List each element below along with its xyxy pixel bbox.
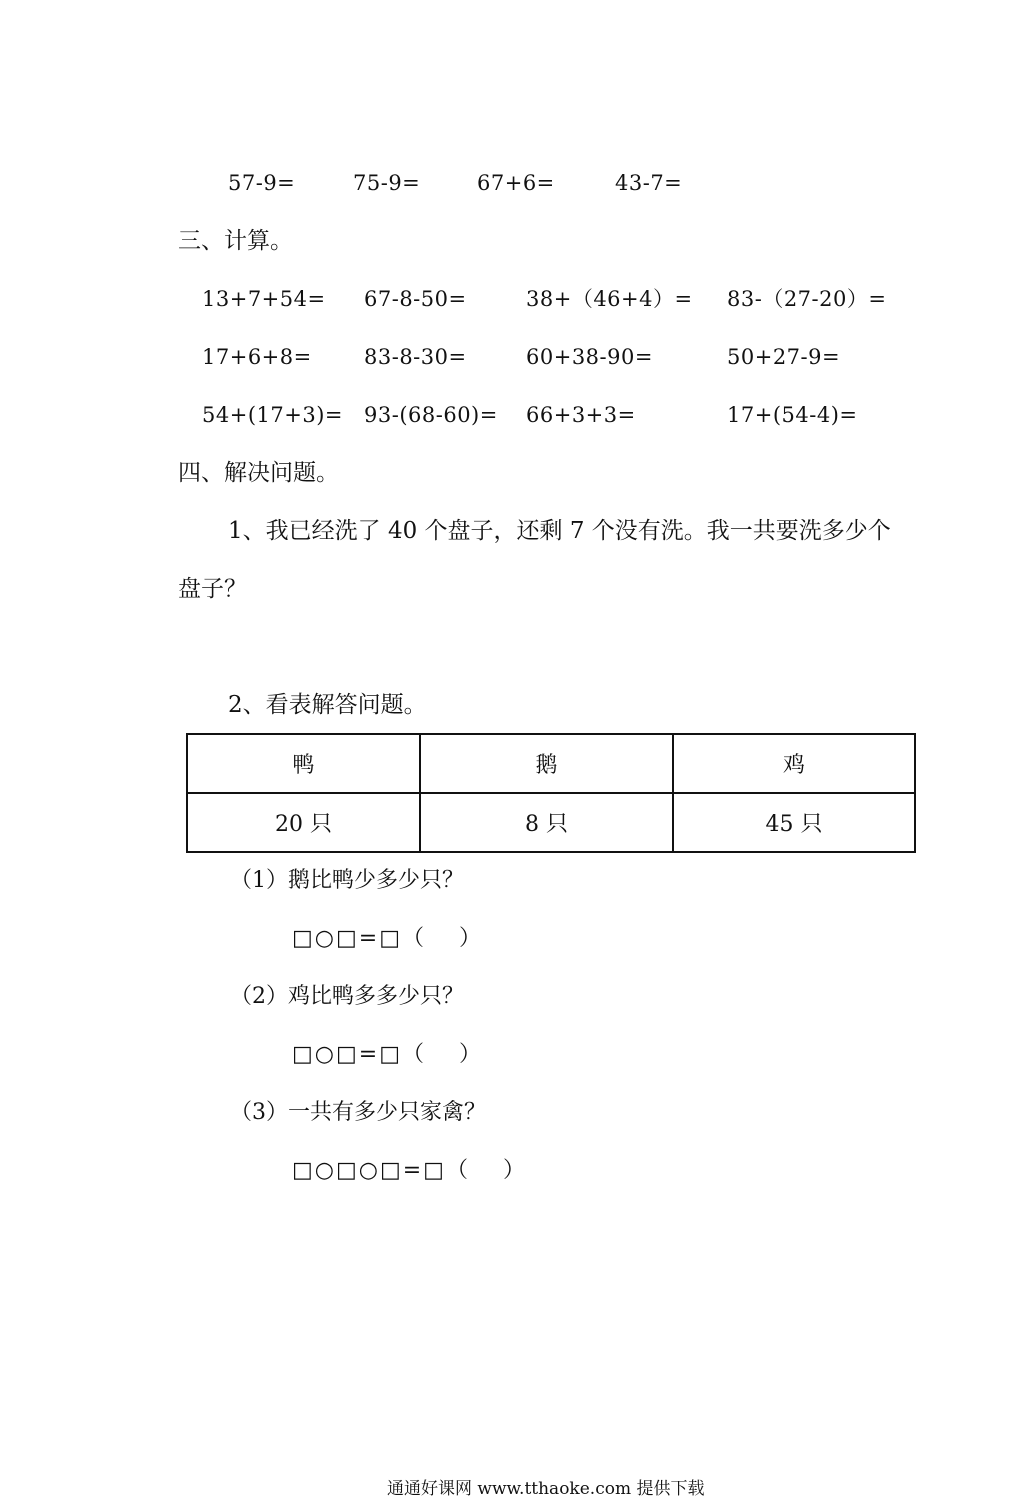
answer-template-2: □○□=□（ ） [292, 1042, 483, 1067]
table-cell: 20 只 [187, 793, 420, 852]
table-cell: 45 只 [673, 793, 915, 852]
calc-item: 66+3+3= [526, 403, 636, 427]
question-1-line1: 1、我已经洗了 40 个盘子，还剩 7 个没有洗。我一共要洗多少个 [228, 518, 891, 544]
table-header-cell: 鸡 [673, 734, 915, 793]
calc-item: 38+（46+4）= [526, 287, 693, 311]
calc-row [0, 395, 1034, 435]
oral-calc-item: 75-9= [353, 171, 421, 195]
table-header-row [187, 734, 915, 793]
poultry-table [186, 733, 916, 853]
calc-item: 13+7+54= [202, 287, 326, 311]
calc-row [0, 337, 1034, 377]
sub-question-2: （2）鸡比鸭多多少只？ [230, 984, 464, 1009]
footer-source: 通通好课网 www.tthaoke.com 提供下载 [387, 1479, 705, 1499]
oral-calc-item: 67+6= [477, 171, 555, 195]
table-header-cell: 鹅 [420, 734, 673, 793]
calc-item: 50+27-9= [727, 345, 841, 369]
calc-item: 93-(68-60)= [364, 403, 498, 427]
calc-item: 60+38-90= [526, 345, 653, 369]
answer-template-1: □○□=□（ ） [292, 926, 483, 951]
section4-title: 四、解决问题。 [178, 460, 339, 486]
calc-item: 17+(54-4)= [727, 403, 858, 427]
question-2-title: 2、看表解答问题。 [228, 692, 427, 718]
table-header-cell: 鸭 [187, 734, 420, 793]
oral-calc-item: 57-9= [228, 171, 296, 195]
table-row [187, 793, 915, 852]
sub-question-3: （3）一共有多少只家禽？ [230, 1100, 486, 1125]
oral-calc-item: 43-7= [615, 171, 683, 195]
section3-title: 三、计算。 [178, 228, 293, 254]
table-cell: 8 只 [420, 793, 673, 852]
question-1-line2: 盘子？ [178, 576, 247, 602]
sub-question-1: （1）鹅比鸭少多少只？ [230, 868, 464, 893]
oral-calc-row [0, 163, 1034, 203]
calc-row [0, 279, 1034, 319]
calc-item: 67-8-50= [364, 287, 467, 311]
calc-item: 83-8-30= [364, 345, 467, 369]
calc-item: 17+6+8= [202, 345, 312, 369]
answer-template-3: □○□○□=□（ ） [292, 1158, 527, 1183]
calc-item: 83-（27-20）= [727, 287, 887, 311]
calc-item: 54+(17+3)= [202, 403, 343, 427]
